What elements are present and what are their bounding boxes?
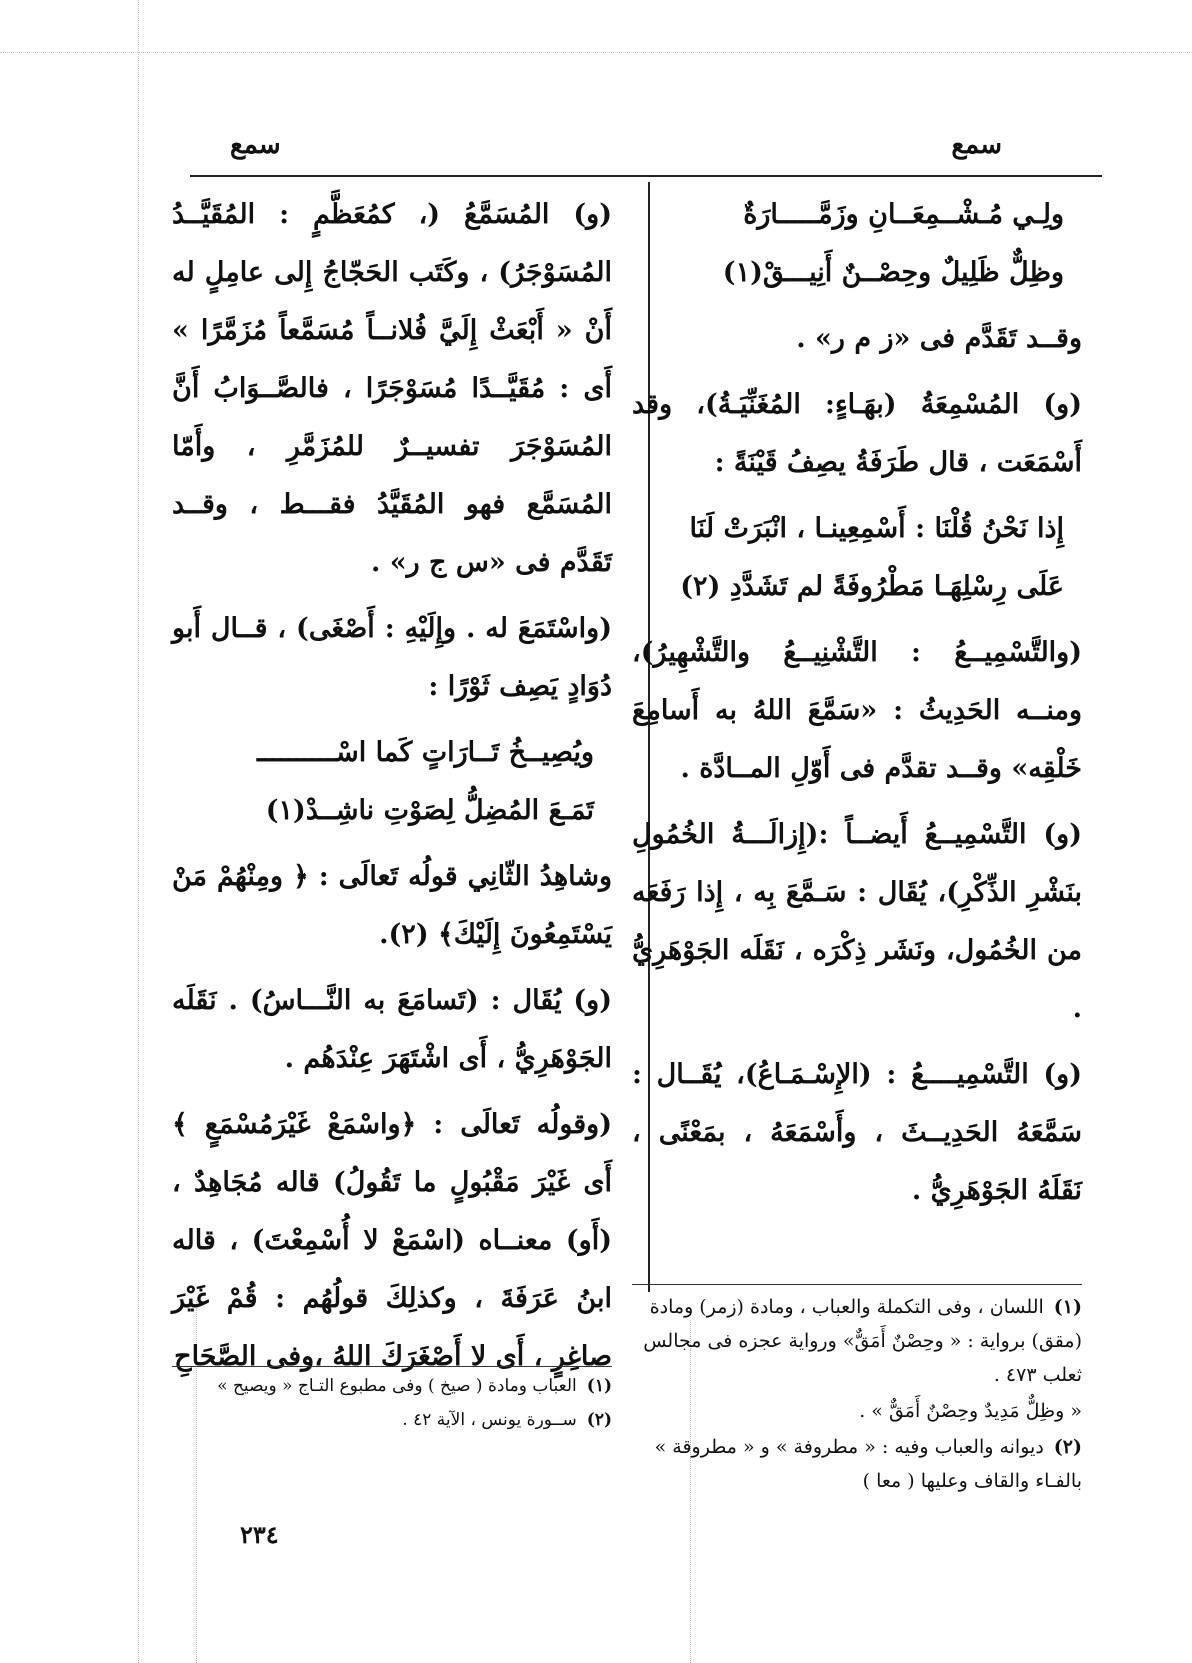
footnote — [632, 1430, 1082, 1498]
footnote-number: (٢) — [1053, 1436, 1082, 1458]
verse-line: إِذا نَحْنُ قُلْنَا : أَسْمِعِينـا ، انْبَرَتْ لَنَا — [689, 513, 1064, 544]
footnote — [632, 1290, 1082, 1392]
paragraph: (والتَّسْمِيــعُ : التَّشْنِيــعُ والتَّشْهِيرُ)، ومنــه الحَدِيثُ : «سَمَّعَ اللهُ به أَسامِعَ خَلْقِه» وقــد تقدَّم فى أَوّلِ المــادَّة . — [632, 637, 1082, 784]
paragraph: (و) المُسَمَّعُ (، كمُعَظَّمٍ : المُقَيَّــدُ المُسَوْجَرُ) ، وكَتَب الحَجّاجُ إِلى عامِلٍ له أَنْ « أَبْعَثْ إِلَيَّ فُلانــاً مُسَمَّعاً مُزَمَّرًا » أَى : مُقَيَّــدًا مُسَوْجَرًا ، فالصَّــوَابُ أَنَّ المُسَوْجَرَ تفسيــرٌ للمُزَمَّرِ ، وأَمّا المُسَمَّع فهو المُقَيَّدُ فقـــط ، وقــد تَقَدَّم فى «س ج ر» . — [172, 199, 612, 578]
right-column — [632, 186, 1082, 1228]
footnote-number: (١) — [1053, 1296, 1082, 1318]
footnote-text: ســورة يونس ، الآية ٤٢ . — [402, 1410, 577, 1430]
verse-line: تَمَـعَ المُضِلُّ لِصَوْتِ ناشِــدْ(١) — [265, 795, 594, 826]
footnote-number: (٢) — [586, 1410, 612, 1430]
footnote — [172, 1370, 612, 1402]
footnote-number: (١) — [586, 1376, 612, 1396]
scan-guide-line-top — [0, 52, 1192, 53]
footnote — [632, 1394, 1082, 1428]
paragraph: (واسْتَمَعَ له . وإِلَيْهِ : أَصْغَى) ، قــال أَبو دُوَادٍ يَصِف ثَوْرًا : — [172, 613, 612, 702]
footnote-rule-right — [632, 1284, 1082, 1285]
scan-fold-line-left — [138, 0, 139, 1663]
footnote-text: ديوانه والعباب وفيه : « مطروفة » و « مطروقة » بالفـاء والقاف وعليها ( معا ) — [654, 1436, 1082, 1492]
paragraph: وقــد تَقَدَّم فى «ز م ر» . — [796, 323, 1082, 354]
footnote-rule-left — [172, 1366, 612, 1367]
paragraph: (وقولُه تَعالَى : ﴿واسْمَعْ غَيْرَمُسْمَعٍ ﴾ أَى غَيْرَ مَقْبُولٍ ما تَقُولُ) قاله مُجَاهِدٌ ، (أَو) معنــاه (اسْمَعْ لا أُسْمِعْتَ) ، قاله ابنُ عَرَفَةَ ، وكذلِكَ قولُهُم : قُمْ غَيْرَ صاغِرٍ ، أَى لا أَصْغَرَكَ اللهُ ،وفى الصَّحَاحِ — [172, 1109, 612, 1372]
paragraph: (و) التَّسْمِيــــعُ : (الإِسْـمَـاعُ)، يُقَــال : سَمَّعَهُ الحَدِيــثَ ، وأَسْمَعَهُ ، بمَعْنًى ، نَقَلَهُ الجَوْهَرِيُّ . — [632, 1059, 1082, 1206]
verse — [172, 724, 612, 840]
verse-line: ولِـي مُـشْــمِعَــانِ وزَمَّـــــارَةٌ — [743, 199, 1064, 230]
paragraph: (و) يُقَال : (تَسامَعَ به النَّـــاسُ) . نَقَلَه الجَوْهَرِيُّ ، أَى اشْتَهَرَ عِنْدَهُم . — [172, 985, 612, 1074]
verse-line: عَلَى رِسْلِهَـا مَطْرُوفَةً لم تَشَدَّدِ (٢) — [680, 571, 1064, 602]
paragraph: وشاهِدُ الثّانِي قولُه تَعالَى : ﴿ ومِنْهُمْ مَنْ يَسْتَمِعُونَ إِلَيْكَ﴾ (٢). — [172, 861, 612, 950]
paragraph: (و) التَّسْمِيــعُ أَيضــاً :(إِزالَـــةُ الخُمُولِ بنَشْرِ الذِّكْرِ)، يُقَال : سَـمَّعَ بِه ، إِذا رَفَعَه من الخُمُول، ونَشَر ذِكْرَه ، نَقَلَه الجَوْهَرِيُّ . — [632, 819, 1082, 1024]
verse-line: وظِلٌّ ظَلِيلٌ وحِصْــنٌ أَنِيـــقْ(١) — [722, 257, 1064, 288]
left-column — [172, 186, 612, 1394]
verse — [632, 500, 1082, 616]
running-head-right: سمع — [951, 130, 1002, 160]
footnote-text: العباب ومادة ( صيخ ) وفى مطبوع التـاج « ويصيح » — [217, 1376, 577, 1396]
footnotes-left — [172, 1370, 612, 1438]
footnote-text: « وظِلٌّ مَدِيدٌ وحِصْنٌ أَمَقٌّ » . — [859, 1400, 1082, 1422]
header-rule — [190, 175, 1102, 177]
footnote-text: اللسان ، وفى التكملة والعباب ، ومادة (زمر) ومادة (مقق) برواية : « وحِصْنٌ أَمَقٌّ» ورواية عجزه فى مجالس ثعلب ٤٧٣ . — [643, 1296, 1082, 1386]
footnotes-right — [632, 1290, 1082, 1500]
verse — [632, 186, 1082, 302]
running-head-left: سمع — [230, 130, 281, 160]
verse-line: ويُصِيــخُ تَــارَاتٍ كَما اسْــــــــــ — [257, 737, 594, 768]
page-number: ٢٣٤ — [240, 1520, 279, 1549]
footnote — [172, 1404, 612, 1436]
paragraph: (و) المُسْمِعَةُ (بهَـاءٍ: المُغَنِّيَـةُ)، وقد أَسْمَعَت ، قال طَرَفَةُ يصِفُ قَيْنَةً : — [632, 389, 1082, 478]
